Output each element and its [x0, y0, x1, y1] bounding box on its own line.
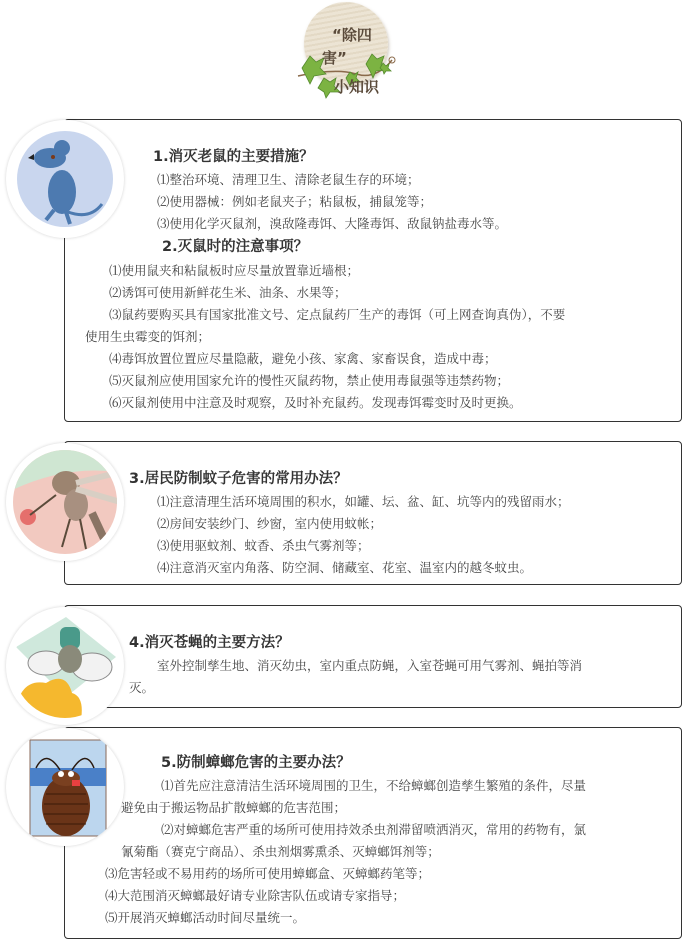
list-item: ⑶危害轻或不易用药的场所可使用蟑螂盒、灭蟑螂药笔等；	[105, 866, 431, 881]
section-title: 1.消灭老鼠的主要措施？	[153, 149, 314, 165]
list-item: 避免由于搬运物品扩散蟑螂的危害范围；	[121, 800, 347, 815]
section-title: 5.防制蟑螂危害的主要办法？	[161, 755, 351, 771]
list-item: ⑶鼠药要购买具有国家批准文号、定点鼠药厂生产的毒饵（可上网查询真伪），不要	[109, 307, 566, 322]
list-item: ⑵房间安装纱门、纱窗，室内使用蚊帐；	[157, 516, 383, 531]
list-item: ⑷注意消灭室内角落、防空洞、储藏室、花室、温室内的越冬蚊虫。	[157, 560, 533, 575]
fly-icon	[6, 607, 124, 725]
title-line-3: 小知识	[334, 78, 380, 96]
list-item: ⑹灭鼠剂使用中注意及时观察，及时补充鼠药。发现毒饵霉变时及时更换。	[109, 395, 522, 410]
section-cockroach-control	[64, 727, 682, 939]
section-fly-control	[64, 605, 682, 708]
list-item: ⑵使用器械：例如老鼠夹子；粘鼠板，捕鼠笼等；	[157, 194, 433, 209]
header-badge	[296, 0, 406, 105]
list-item: ⑸开展消灭蟑螂活动时间尽量统一。	[105, 910, 306, 925]
list-item: 室外控制孳生地、消灭幼虫，室内重点防蝇，入室苍蝇可用气雾剂、蝇拍等消	[157, 658, 583, 673]
list-item: ⑷毒饵放置位置应尽量隐蔽，避免小孩、家禽、家畜误食，造成中毒；	[109, 351, 497, 366]
title-line-1: “除四	[332, 26, 372, 44]
list-item: ⑸灭鼠剂应使用国家允许的慢性灭鼠药物，禁止使用毒鼠强等违禁药物；	[109, 373, 510, 388]
list-item: ⑵对蟑螂危害严重的场所可使用持效杀虫剂滞留喷洒消灭，常用的药物有，氯	[161, 822, 587, 837]
list-item: 灭。	[129, 680, 155, 695]
list-item: ⑷大范围消灭蟑螂最好请专业除害队伍或请专家指导；	[105, 888, 406, 903]
list-item: ⑴使用鼠夹和粘鼠板时应尽量放置靠近墙根；	[109, 263, 360, 278]
section-title: 4.消灭苍蝇的主要方法？	[129, 635, 290, 651]
list-item: ⑴首先应注意清洁生活环境周围的卫生，不给蟑螂创造孳生繁殖的条件，尽量	[161, 778, 587, 793]
section-rat-control	[64, 119, 682, 422]
list-item: 氰菊酯（赛克宁商品）、杀虫剂烟雾熏杀、灭蟑螂饵剂等；	[121, 844, 440, 859]
section-subtitle: 2.灭鼠时的注意事项？	[162, 239, 309, 255]
list-item: ⑴注意清理生活环境周围的积水，如罐、坛、盆、缸、坑等内的残留雨水；	[157, 494, 570, 509]
list-item: ⑵诱饵可使用新鲜花生米、油条、水果等；	[109, 285, 347, 300]
list-item: ⑶使用化学灭鼠剂，溴敌隆毒饵、大隆毒饵、敌鼠钠盐毒水等。	[157, 216, 508, 231]
section-title: 3.居民防制蚊子危害的常用办法？	[129, 471, 348, 487]
list-item: ⑶使用驱蚊剂、蚊香、杀虫气雾剂等；	[157, 538, 370, 553]
title-line-2: 害”	[322, 49, 347, 67]
cockroach-icon	[6, 728, 124, 846]
rat-icon	[6, 120, 124, 238]
list-item: 使用生虫霉变的饵剂；	[85, 329, 211, 344]
mosquito-icon	[6, 443, 124, 561]
list-item: ⑴整治环境、清理卫生、清除老鼠生存的环境；	[157, 172, 420, 187]
section-mosquito-control	[64, 441, 682, 585]
